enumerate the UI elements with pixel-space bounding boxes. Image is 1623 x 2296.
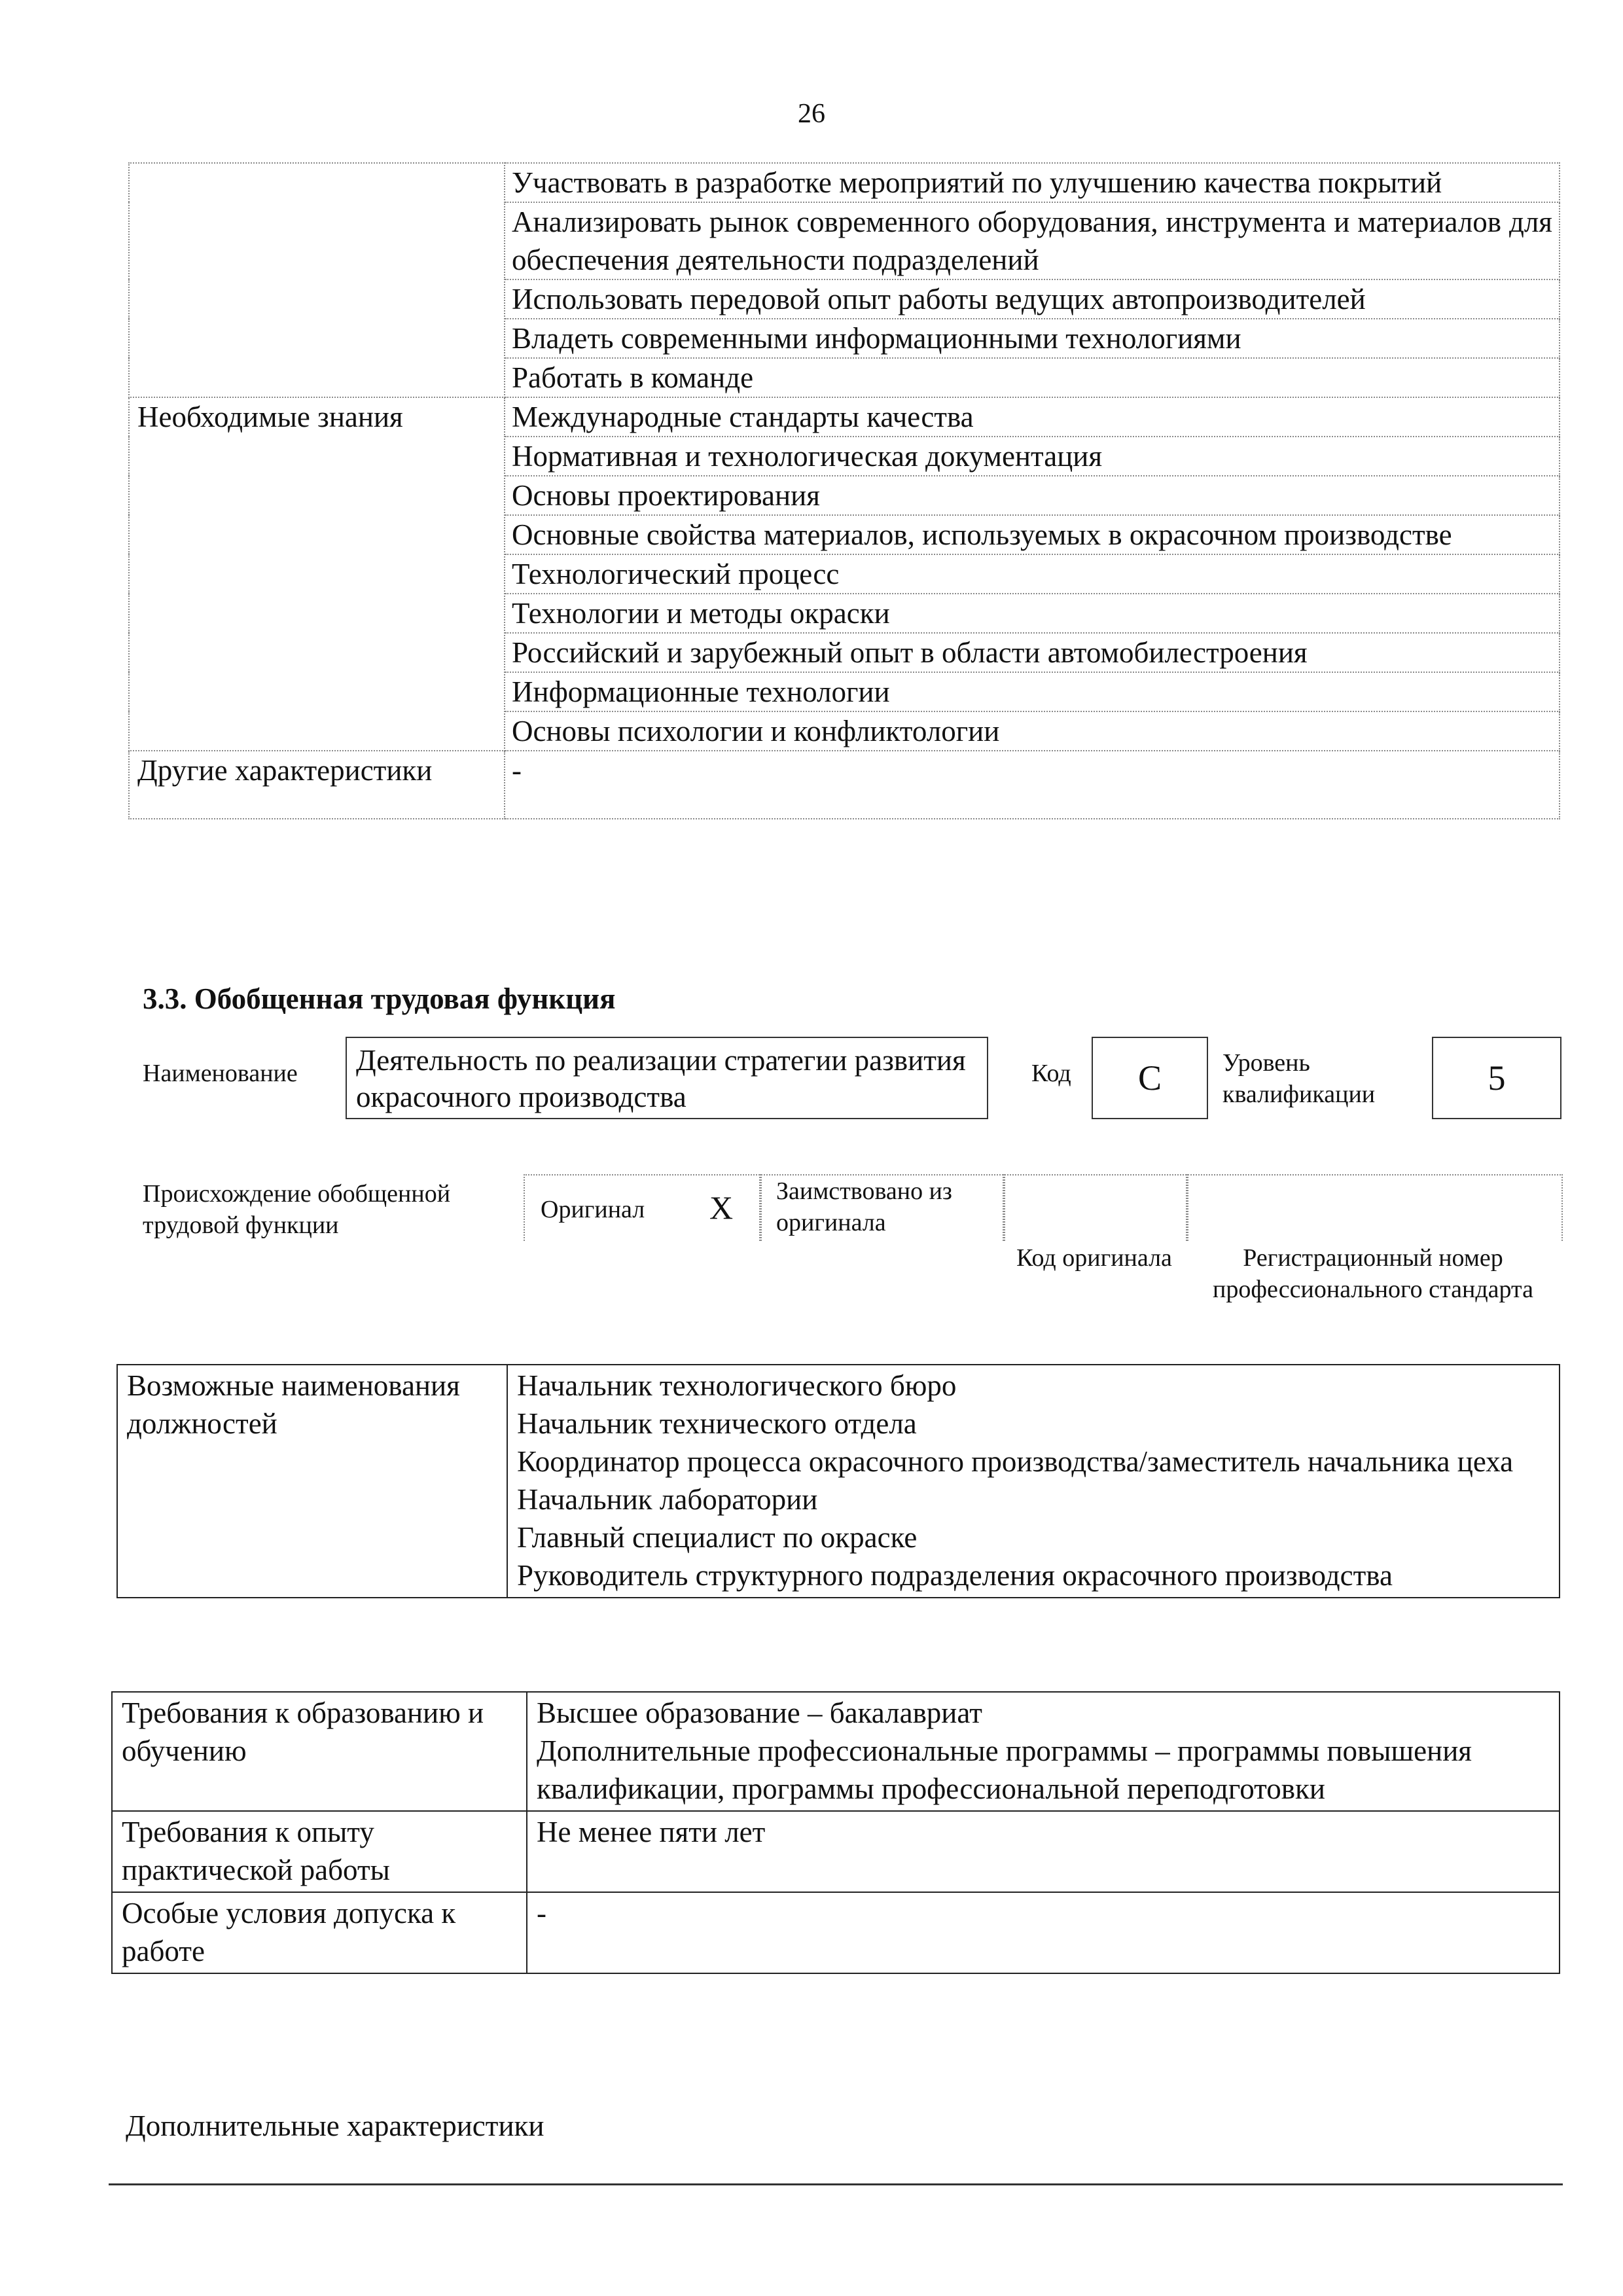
knowledge-item: Технологии и методы окраски	[505, 594, 1560, 633]
knowledge-item: Нормативная и технологическая документация	[505, 437, 1560, 476]
name-label: Наименование	[143, 1060, 298, 1087]
table-row	[129, 397, 1560, 437]
table-row	[112, 1692, 1560, 1811]
table-row	[112, 1811, 1560, 1892]
knowledge-label: Необходимые знания	[129, 397, 505, 751]
additional-heading: Дополнительные характеристики	[126, 2109, 544, 2142]
knowledge-item: Информационные технологии	[505, 672, 1560, 711]
original-code-box	[1003, 1174, 1188, 1241]
experience-value: Не менее пяти лет	[527, 1811, 1560, 1892]
table-row	[112, 1892, 1560, 1973]
level-box	[1432, 1037, 1561, 1119]
knowledge-item: Основы психологии и конфликтологии	[505, 711, 1560, 751]
position-item: Начальник технического отдела	[517, 1407, 917, 1440]
knowledge-item: Технологический процесс	[505, 554, 1560, 594]
position-item: Руководитель структурного подразделения окрасочного производства	[517, 1559, 1393, 1592]
table-row	[129, 163, 1560, 202]
experience-label: Требования к опыту практической работы	[112, 1811, 527, 1892]
education-label: Требования к образованию и обучению	[112, 1692, 527, 1811]
skill-item: Работать в команде	[505, 358, 1560, 397]
code-value: С	[1137, 1058, 1162, 1098]
positions-list	[507, 1365, 1560, 1598]
original-box	[524, 1174, 762, 1241]
knowledge-item: Международные стандарты качества	[505, 397, 1560, 437]
positions-label: Возможные наименования должностей	[117, 1365, 507, 1598]
education-value: Высшее образование – бакалавриат Дополнительные профессиональные программы – программы повышения квалификации, программы профессиональной переподготовки	[527, 1692, 1560, 1811]
level-label: Уровень квалификации	[1222, 1049, 1376, 1108]
skill-item: Использовать передовой опыт работы ведущих автопроизводителей	[505, 279, 1560, 319]
page-number: 26	[798, 99, 825, 129]
code-label: Код	[1031, 1060, 1071, 1087]
level-value: 5	[1488, 1058, 1506, 1098]
position-item: Главный специалист по окраске	[517, 1521, 918, 1554]
name-box	[346, 1037, 988, 1119]
other-label: Другие характеристики	[129, 751, 505, 819]
admission-value: -	[527, 1892, 1560, 1973]
knowledge-skills-table	[128, 162, 1560, 819]
name-value: Деятельность по реализации стратегии развития окрасочного производства	[356, 1044, 966, 1113]
section-heading: 3.3. Обобщенная трудовая функция	[143, 982, 616, 1015]
original-mark: X	[709, 1189, 734, 1226]
other-value: -	[505, 751, 1560, 819]
borrowed-label: Заимствовано из оригинала	[776, 1177, 952, 1236]
skill-item: Участвовать в разработке мероприятий по улучшению качества покрытий	[505, 163, 1560, 202]
skills-label-cell	[129, 163, 505, 397]
skill-item: Анализировать рынок современного оборудования, инструмента и материалов для обеспечения деятельности подразделений	[505, 202, 1560, 279]
original-code-caption: Код оригинала	[1016, 1244, 1172, 1272]
knowledge-item: Основные свойства материалов, используемых в окрасочном производстве	[505, 515, 1560, 554]
positions-table	[116, 1364, 1560, 1598]
borrowed-box	[759, 1174, 1005, 1241]
requirements-table	[111, 1691, 1560, 1974]
position-item: Начальник лаборатории	[517, 1483, 818, 1516]
skill-item: Владеть современными информационными технологиями	[505, 319, 1560, 358]
admission-label: Особые условия допуска к работе	[112, 1892, 527, 1973]
reg-number-box	[1186, 1174, 1563, 1241]
table-row	[117, 1365, 1560, 1598]
original-label: Оригинал	[541, 1196, 645, 1223]
bottom-rule	[109, 2183, 1563, 2185]
position-item: Начальник технологического бюро	[517, 1369, 957, 1402]
reg-number-caption: Регистрационный номер профессионального стандарта	[1213, 1244, 1533, 1303]
position-item: Координатор процесса окрасочного производства/заместитель начальника цеха	[517, 1445, 1514, 1478]
knowledge-item: Российский и зарубежный опыт в области автомобилестроения	[505, 633, 1560, 672]
origin-label: Происхождение обобщенной трудовой функции	[143, 1180, 451, 1239]
table-row	[129, 751, 1560, 819]
code-box	[1092, 1037, 1208, 1119]
knowledge-item: Основы проектирования	[505, 476, 1560, 515]
